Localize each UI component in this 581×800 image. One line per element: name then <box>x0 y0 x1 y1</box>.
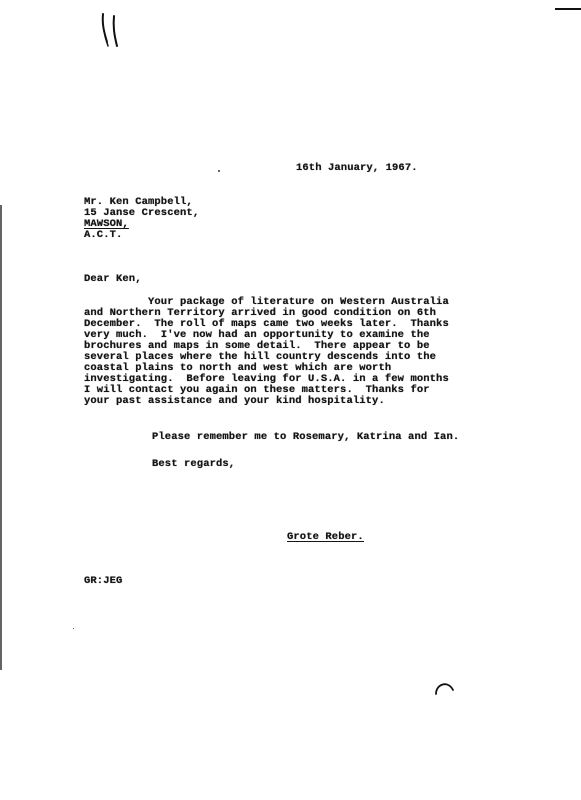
body-line: brochures and maps in some detail. There appear to be <box>84 340 430 352</box>
salutation: Dear Ken, <box>84 273 142 285</box>
signature: Grote Reber. <box>287 531 364 543</box>
recipient-suburb: MAWSON, <box>84 218 129 230</box>
body-line: I will contact you again on these matters. Thanks for <box>84 384 430 396</box>
letter-date: 16th January, 1967. <box>296 162 418 174</box>
stray-mark <box>218 170 220 172</box>
body-line: several places where the hill country descends into the <box>84 351 437 363</box>
body-line: Your package of literature on Western Australia <box>84 296 449 308</box>
recipient-street: 15 Janse Crescent, <box>84 207 200 219</box>
body-line: investigating. Before leaving for U.S.A. in a few months <box>84 373 449 385</box>
recipient-name: Mr. Ken Campbell, <box>84 196 193 208</box>
body-line: very much. I've now had an opportunity to examine the <box>84 329 430 341</box>
recipient-territory: A.C.T. <box>84 229 123 241</box>
body-line: December. The roll of maps came two weeks later. Thanks <box>84 318 449 330</box>
body-line: your past assistance and your kind hospitality. <box>84 395 385 407</box>
remember-line: Please remember me to Rosemary, Katrina and Ian. <box>152 431 460 443</box>
closing: Best regards, <box>152 458 236 470</box>
top-edge-rule <box>555 8 581 10</box>
left-scan-edge <box>0 205 2 670</box>
stray-mark <box>73 628 74 629</box>
typist-initials: GR:JEG <box>84 575 123 587</box>
pen-curl-mark <box>432 678 458 704</box>
handwritten-tick-marks <box>95 12 135 52</box>
body-line: and Northern Territory arrived in good condition on 6th <box>84 307 437 319</box>
body-line: coastal plains to north and west which are worth <box>84 362 392 374</box>
